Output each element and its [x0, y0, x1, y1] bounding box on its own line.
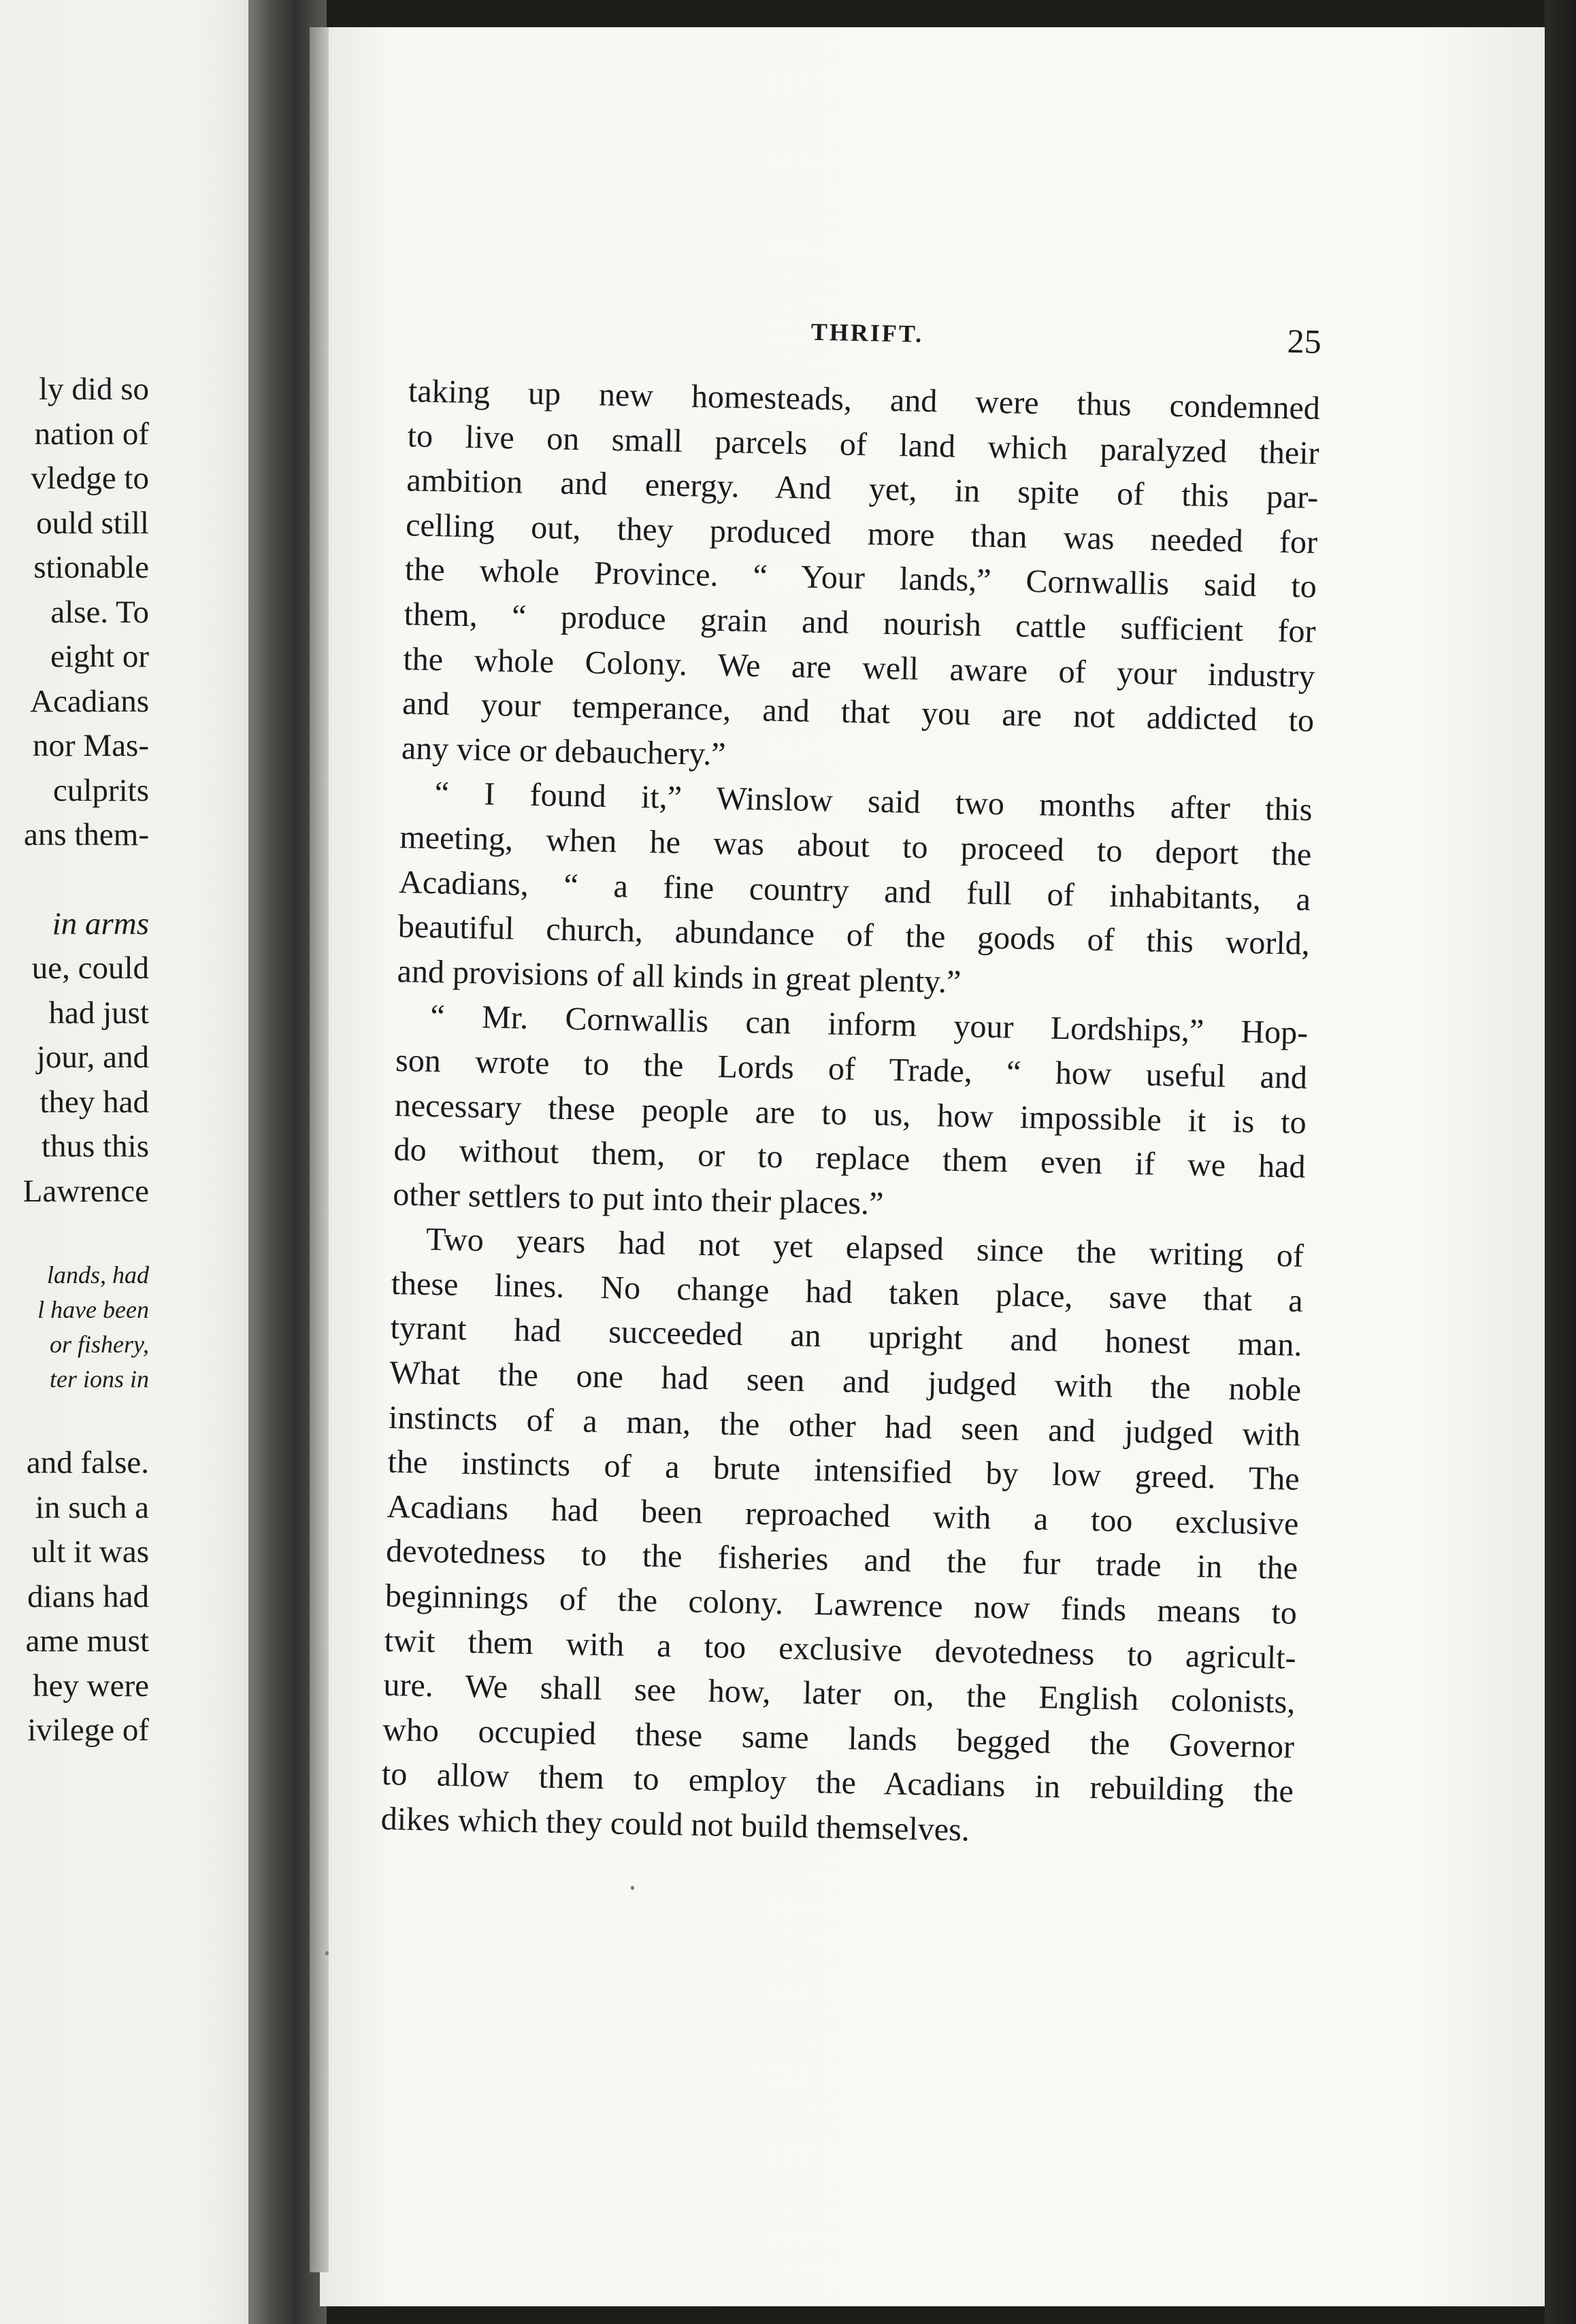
left-page-line: ame must — [25, 1623, 149, 1659]
left-page-line: or fishery, — [49, 1331, 149, 1358]
left-page-line: they had — [39, 1084, 149, 1120]
left-page-line: in arms — [52, 906, 149, 942]
text-line: ure. We shall see how, later on, the English colonists, — [383, 1667, 1296, 1721]
paragraph — [401, 369, 1320, 788]
background-edge — [1545, 0, 1576, 2324]
text-line: the whole Colony. We are well aware of your industry — [403, 640, 1315, 695]
left-page-line: dians had — [27, 1578, 149, 1614]
paragraph — [397, 771, 1313, 1012]
text-line: other settlers to put into their places.” — [392, 1176, 884, 1222]
scan-speck — [325, 1951, 329, 1955]
text-line: devotedness to the fisheries and the fur trade in the — [385, 1533, 1298, 1587]
text-line: these lines. No change had taken place, save that a — [391, 1265, 1304, 1319]
left-page-line: thus this — [41, 1129, 149, 1164]
running-head — [409, 310, 1321, 368]
page-number: 25 — [1287, 322, 1322, 361]
left-page-text — [0, 367, 248, 1753]
text-line: beginnings of the colony. Lawrence now finds means to — [384, 1577, 1298, 1631]
text-line: Acadians, “ a fine country and full of inhabitants, a — [398, 863, 1311, 918]
text-line: dikes which they could not build themselves. — [380, 1800, 970, 1848]
text-line: taking up new homesteads, and were thus condemned — [408, 373, 1321, 427]
text-line: to allow them to employ the Acadians in rebuilding the — [381, 1756, 1294, 1810]
paragraph — [393, 993, 1309, 1234]
running-title: THRIFT. — [810, 318, 924, 348]
text-line: Two years had not yet elapsed since the writing of — [425, 1221, 1304, 1275]
text-line: the whole Province. “ Your lands,” Cornwallis said to — [404, 551, 1317, 605]
page-text-block — [372, 0, 1328, 2324]
text-line: Acadians had been reproached with a too exclusive — [387, 1488, 1299, 1542]
left-facing-page — [0, 0, 248, 2324]
left-page-line: and false. — [26, 1445, 149, 1480]
left-page-line: ivilege of — [27, 1712, 149, 1748]
text-line: do without them, or to replace them even if we had — [393, 1131, 1306, 1185]
text-line: meeting, when he was about to proceed to deport the — [399, 819, 1312, 873]
left-page-line: vledge to — [31, 461, 149, 496]
left-page-line: in such a — [35, 1489, 149, 1525]
left-page-line: culprits — [53, 772, 149, 808]
left-page-line: ue, could — [31, 950, 149, 986]
text-line: any vice or debauchery.” — [401, 729, 727, 773]
text-line: to live on small parcels of land which paralyzed their — [407, 417, 1320, 471]
text-line: and your temperance, and that you are not addicted to — [401, 685, 1315, 740]
left-page-line: eight or — [50, 639, 149, 674]
text-line: the instincts of a brute intensified by low greed. The — [387, 1444, 1300, 1497]
text-line: twit them with a too exclusive devotedness to agricult- — [384, 1622, 1297, 1676]
left-page-line: ould still — [36, 505, 149, 541]
text-line: What the one had seen and judged with the noble — [389, 1355, 1302, 1408]
left-page-line: nor Mas- — [33, 728, 149, 763]
left-page-line: hey were — [33, 1667, 149, 1704]
body-text — [380, 369, 1320, 1859]
left-page-line: lands, had — [46, 1261, 149, 1289]
left-page-line: ans them- — [23, 817, 149, 852]
left-page-line: had just — [48, 995, 149, 1031]
text-line: son wrote to the Lords of Trade, “ how useful and — [395, 1042, 1308, 1096]
text-line: tyrant had succeeded an upright and honest man. — [390, 1310, 1302, 1364]
text-line: them, “ produce grain and nourish cattle sufficient for — [404, 596, 1317, 650]
left-page-line: ter ions in — [49, 1365, 149, 1393]
text-line: celling out, they produced more than was needed for — [405, 507, 1318, 561]
left-page-line: ult it was — [31, 1534, 149, 1570]
text-line: necessary these people are to us, how impossible it is to — [394, 1086, 1307, 1141]
left-page-line: Lawrence — [22, 1173, 149, 1209]
text-line: “ I found it,” Winslow said two months after this — [434, 775, 1313, 829]
left-page-line: Acadians — [30, 683, 149, 719]
scan-speck — [631, 1886, 634, 1890]
text-line: instincts of a man, the other had seen and judged with — [388, 1399, 1301, 1453]
text-line: beautiful church, abundance of the goods of this world, — [397, 908, 1311, 962]
left-page-line: nation of — [34, 416, 149, 452]
text-line: ambition and energy. And yet, in spite of this par- — [406, 462, 1319, 516]
paragraph — [380, 1216, 1304, 1859]
left-page-line: jour, and — [36, 1040, 149, 1075]
left-page-line: l have been — [37, 1296, 149, 1323]
text-line: and provisions of all kinds in great plenty.” — [397, 952, 962, 1000]
left-page-line: ly did so — [39, 371, 149, 407]
left-page-line: stionable — [33, 550, 149, 585]
left-page-line: alse. To — [50, 594, 149, 630]
text-line: “ Mr. Cornwallis can inform your Lordships,” Hop- — [429, 998, 1309, 1052]
text-line: who occupied these same lands begged the Governor — [382, 1711, 1295, 1765]
page-edge — [310, 27, 329, 2272]
